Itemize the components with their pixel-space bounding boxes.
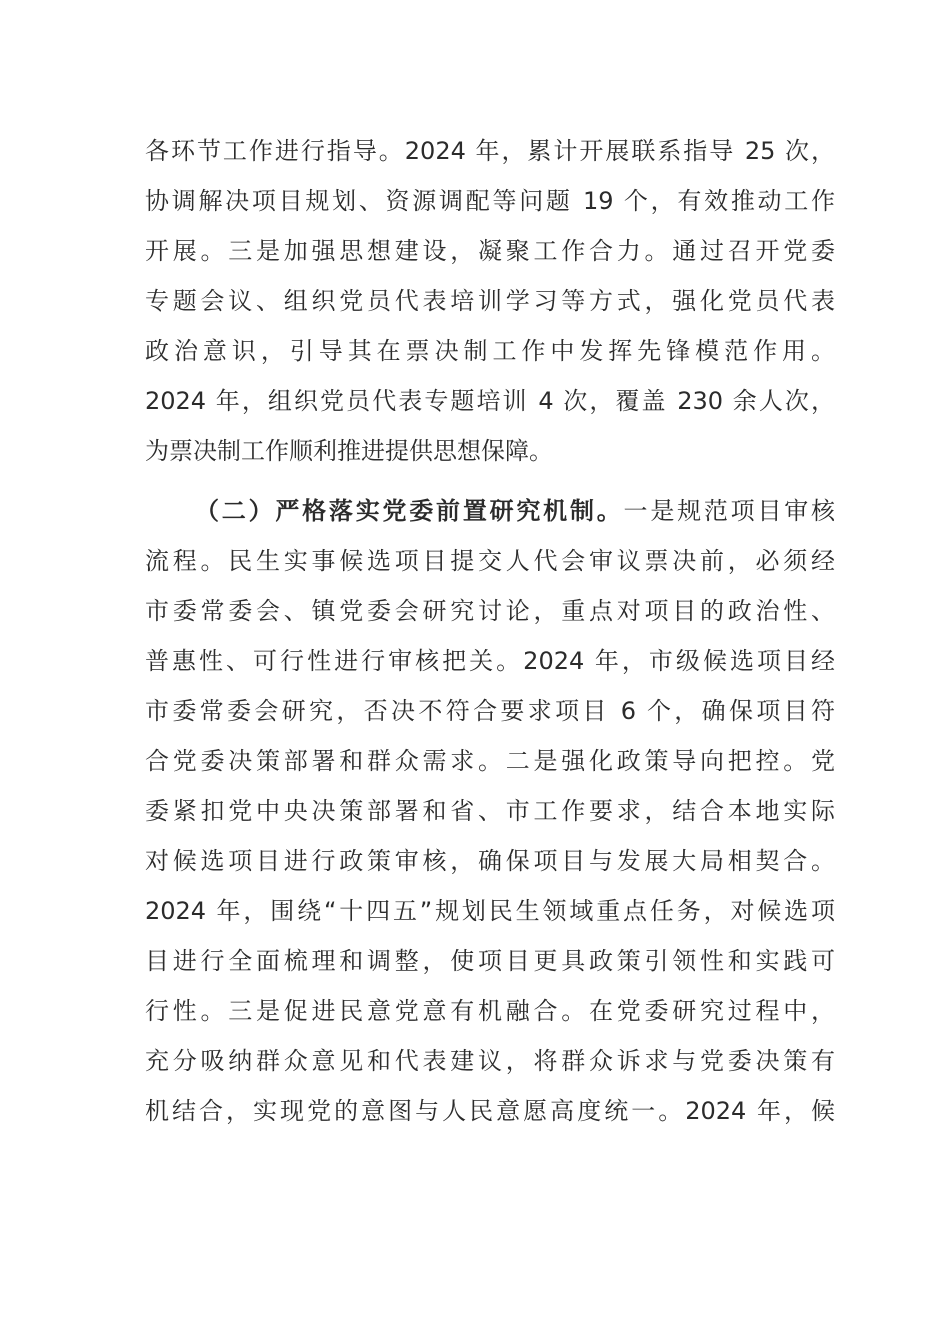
text-line: 市委常委会研究，否决不符合要求项目 6 个，确保项目符	[145, 697, 835, 725]
document-body	[145, 130, 835, 1140]
text-line: 委紧扣党中央决策部署和省、市工作要求，结合本地实际	[145, 797, 835, 825]
text-line: 协调解决项目规划、资源调配等问题 19 个，有效推动工作	[145, 187, 835, 215]
text-line: 普惠性、可行性进行审核把关。2024 年，市级候选项目经	[145, 647, 835, 675]
text-line: 专题会议、组织党员代表培训学习等方式，强化党员代表	[145, 287, 835, 315]
text-line: 目进行全面梳理和调整，使项目更具政策引领性和实践可	[145, 947, 835, 975]
text-line: 机结合，实现党的意图与人民意愿高度统一。2024 年，候	[145, 1097, 835, 1125]
text-line: 政治意识，引导其在票决制工作中发挥先锋模范作用。	[145, 337, 835, 365]
text-line: 行性。三是促进民意党意有机融合。在党委研究过程中，	[145, 997, 835, 1025]
text-line: 各环节工作进行指导。2024 年，累计开展联系指导 25 次，	[145, 137, 835, 165]
heading-line-text: 一是规范项目审核	[623, 497, 835, 525]
text-line: 2024 年，组织党员代表专题培训 4 次，覆盖 230 余人次，	[145, 387, 835, 415]
text-line	[145, 490, 835, 540]
paragraph-gap	[145, 480, 835, 490]
text-line: 充分吸纳群众意见和代表建议，将群众诉求与党委决策有	[145, 1047, 835, 1075]
section-heading: （二）严格落实党委前置研究机制。	[195, 497, 624, 525]
text-line: 市委常委会、镇党委会研究讨论，重点对项目的政治性、	[145, 597, 835, 625]
text-line: 对候选项目进行政策审核，确保项目与发展大局相契合。	[145, 847, 835, 875]
text-line: 合党委决策部署和群众需求。二是强化政策导向把控。党	[145, 747, 835, 775]
text-line: 开展。三是加强思想建设，凝聚工作合力。通过召开党委	[145, 237, 835, 265]
text-line: 流程。民生实事候选项目提交人代会审议票决前，必须经	[145, 547, 835, 575]
text-line: 2024 年，围绕“十四五”规划民生领域重点任务，对候选项	[145, 897, 835, 925]
text-line: 为票决制工作顺利推进提供思想保障。	[145, 437, 553, 465]
paragraph-2	[145, 490, 835, 1140]
paragraph-1	[145, 130, 835, 480]
